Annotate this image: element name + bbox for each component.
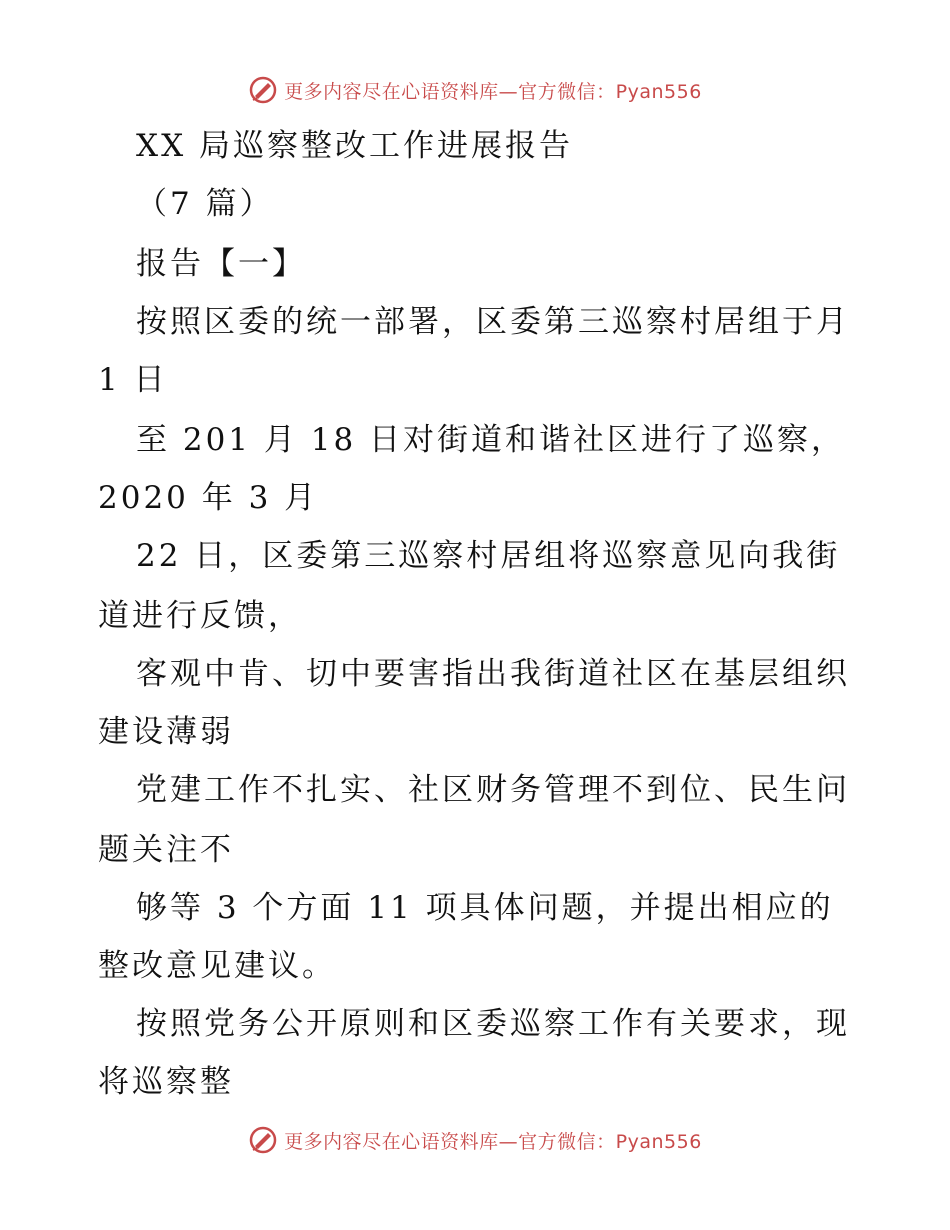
paragraph-line: 题关注不 bbox=[98, 832, 234, 868]
paragraph-line: 按照区委的统一部署，区委第三巡察村居组于月 bbox=[136, 304, 850, 340]
document-title: XX 局巡察整改工作进展报告 bbox=[136, 128, 573, 164]
paragraph-line: 2020 年 3 月 bbox=[98, 480, 319, 516]
paragraph-line: 建设薄弱 bbox=[98, 714, 234, 750]
paragraph-line: 1 日 bbox=[98, 362, 168, 398]
watermark-text: 更多内容尽在心语资料库—官方微信：Pyan556 bbox=[284, 1130, 702, 1153]
paragraph-line: 22 日，区委第三巡察村居组将巡察意见向我街 bbox=[136, 538, 841, 574]
pen-seal-logo-icon bbox=[248, 1125, 278, 1155]
paragraph-line: 够等 3 个方面 11 项具体问题，并提出相应的 bbox=[136, 890, 834, 926]
paragraph-line: 至 201 月 18 日对街道和谐社区进行了巡察， bbox=[136, 422, 846, 458]
section-heading: 报告【一】 bbox=[136, 246, 306, 282]
document-subtitle: （7 篇） bbox=[136, 186, 274, 222]
footer-watermark bbox=[0, 1120, 950, 1160]
paragraph-line: 按照党务公开原则和区委巡察工作有关要求，现 bbox=[136, 1006, 850, 1042]
paragraph-line: 客观中肯、切中要害指出我街道社区在基层组织 bbox=[136, 656, 850, 692]
watermark-text: 更多内容尽在心语资料库—官方微信：Pyan556 bbox=[284, 80, 702, 103]
paragraph-line: 将巡察整 bbox=[98, 1064, 234, 1100]
paragraph-line: 道进行反馈， bbox=[98, 598, 302, 634]
paragraph-line: 整改意见建议。 bbox=[98, 948, 336, 984]
paragraph-line: 党建工作不扎实、社区财务管理不到位、民生问 bbox=[136, 772, 850, 808]
